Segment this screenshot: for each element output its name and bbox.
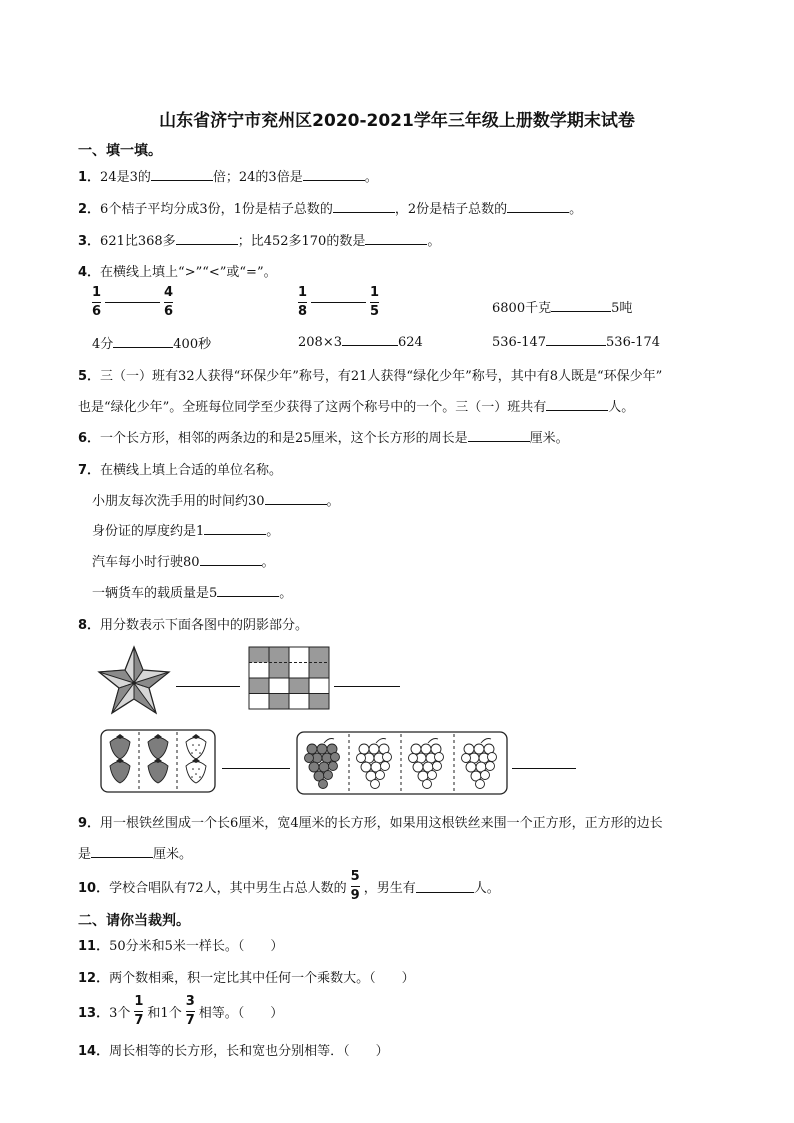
question-number: 10． xyxy=(78,881,110,896)
grapes-figure xyxy=(296,731,508,795)
page-title: 山东省济宁市兖州区2020-2021学年三年级上册数学期末试卷 xyxy=(159,111,635,131)
answer-blank[interactable] xyxy=(416,892,474,893)
star-figure xyxy=(96,645,172,715)
question-number: 14． xyxy=(78,1044,110,1059)
answer-blank[interactable] xyxy=(468,429,530,442)
answer-blank[interactable] xyxy=(333,200,395,213)
answer-blank[interactable] xyxy=(507,200,569,213)
fraction: $\frac{1}{5}$ xyxy=(370,285,380,319)
answer-blank[interactable] xyxy=(546,333,606,346)
answer-blank[interactable] xyxy=(311,302,366,303)
question-10: 10． 学校合唱队有72人，其中男生占总人数的 $\frac{5}{9}$ ，男生有 人。 xyxy=(78,869,500,903)
answer-blank[interactable] xyxy=(217,584,279,597)
question-8: 8．用分数表示下面各图中的阴影部分。 xyxy=(78,618,309,633)
fraction: $\frac{3}{7}$ xyxy=(185,994,195,1028)
question-number: 5． xyxy=(78,369,101,384)
question-7-item-2: 身份证的厚度约是1 。 xyxy=(92,524,280,539)
question-number: 13． xyxy=(78,1006,110,1021)
question-7-item-3: 汽车每小时行驶80 。 xyxy=(92,555,275,570)
question-1: 1．24是3的 倍；24的3倍是 。 xyxy=(78,170,378,185)
grid-figure xyxy=(248,646,330,710)
question-number: 6． xyxy=(78,431,101,446)
question-number: 8． xyxy=(78,618,101,633)
question-13: 13． 3个 $\frac{1}{7}$ 和1个 $\frac{3}{7}$ 相等。（ ） xyxy=(78,994,284,1028)
answer-blank[interactable] xyxy=(91,845,153,858)
question-number: 1． xyxy=(78,170,101,185)
strawberry-figure xyxy=(100,729,216,793)
question-9: 9．用一根铁丝围成一个长6厘米，宽4厘米的长方形，如果用这根铁丝来围一个正方形，正方形的边长 xyxy=(78,816,663,831)
answer-blank[interactable] xyxy=(176,232,238,245)
question-number: 3． xyxy=(78,234,101,249)
question-12: 12．两个数相乘，积一定比其中任何一个乘数大。（ ） xyxy=(78,971,415,986)
question-6: 6．一个长方形，相邻的两条边的和是25厘米，这个长方形的周长是 厘米。 xyxy=(78,431,569,446)
question-number: 7． xyxy=(78,463,101,478)
compare-item-3: 6800千克 5吨 xyxy=(492,301,633,316)
question-number: 9． xyxy=(78,816,101,831)
question-4: 4．在横线上填上“>”“<”或“=”。 xyxy=(78,265,277,280)
answer-blank[interactable] xyxy=(200,553,262,566)
compare-item-2 xyxy=(298,286,379,319)
answer-blank[interactable] xyxy=(151,168,213,181)
question-number: 4． xyxy=(78,265,101,280)
section-1-heading: 一、填一填。 xyxy=(78,143,162,159)
answer-blank[interactable] xyxy=(365,232,427,245)
question-7-item-4: 一辆货车的载质量是5 。 xyxy=(92,586,293,601)
answer-blank[interactable] xyxy=(265,492,327,505)
compare-item-5: 208×3 624 xyxy=(298,335,423,350)
fraction: $\frac{1}{6}$ xyxy=(92,285,102,319)
question-9-line-2: 是 厘米。 xyxy=(78,847,193,862)
compare-item-1 xyxy=(92,286,173,319)
question-number: 2． xyxy=(78,202,101,217)
section-2-heading: 二、请你当裁判。 xyxy=(78,913,190,929)
answer-blank[interactable] xyxy=(176,686,240,687)
question-14: 14．周长相等的长方形，长和宽也分别相等．（ ） xyxy=(78,1044,389,1059)
answer-blank[interactable] xyxy=(342,333,398,346)
answer-blank[interactable] xyxy=(105,302,160,303)
fraction: $\frac{5}{9}$ xyxy=(350,869,360,903)
question-11: 11．50分米和5米一样长。（ ） xyxy=(78,939,284,954)
compare-item-4: 4分 400秒 xyxy=(92,337,212,352)
answer-blank[interactable] xyxy=(551,299,611,312)
compare-item-6: 536-147 536-174 xyxy=(492,335,661,350)
question-number: 12． xyxy=(78,971,110,986)
answer-blank[interactable] xyxy=(546,398,608,411)
question-7-item-1: 小朋友每次洗手用的时间约30 。 xyxy=(92,494,340,509)
answer-blank[interactable] xyxy=(222,768,290,769)
question-number: 11． xyxy=(78,939,110,954)
answer-blank[interactable] xyxy=(303,168,365,181)
question-5-line-2: 也是“绿化少年”。全班每位同学至少获得了这两个称号中的一个。三（一）班共有 人。 xyxy=(78,400,635,415)
question-3: 3．621比368多 ；比452多170的数是 。 xyxy=(78,234,441,249)
answer-blank[interactable] xyxy=(334,686,400,687)
fraction: $\frac{4}{6}$ xyxy=(164,285,174,319)
question-7: 7．在横线上填上合适的单位名称。 xyxy=(78,463,283,478)
question-2: 2．6个桔子平均分成3份，1份是桔子总数的 ，2份是桔子总数的 。 xyxy=(78,202,583,217)
question-5: 5．三（一）班有32人获得“环保少年”称号，有21人获得“绿化少年”称号，其中有8人既是“环保少年” xyxy=(78,369,663,384)
answer-blank[interactable] xyxy=(204,522,266,535)
answer-blank[interactable] xyxy=(113,335,173,348)
fraction: $\frac{1}{8}$ xyxy=(298,285,308,319)
answer-blank[interactable] xyxy=(512,768,576,769)
fraction: $\frac{1}{7}$ xyxy=(134,994,144,1028)
